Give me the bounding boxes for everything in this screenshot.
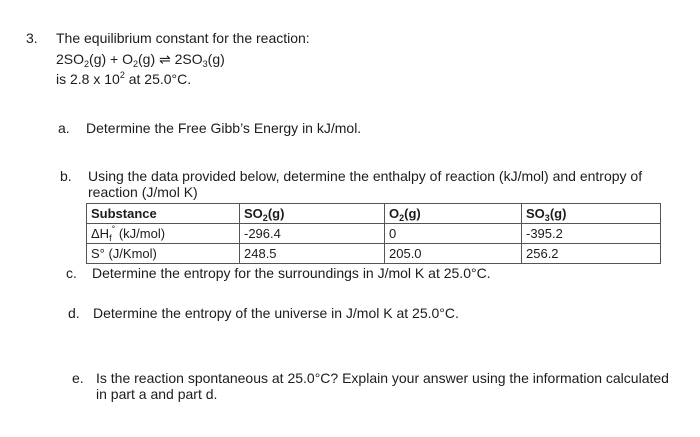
part-e-text-line1: Is the reaction spontaneous at 25.0°C? Explain your answer using the information calculated [96, 370, 669, 386]
header-so2-state: (g) [267, 206, 285, 221]
header-so2-formula: SO [244, 206, 263, 221]
header-o2-subscript: 2 [399, 213, 405, 223]
entropy-so2: 248.5 [240, 244, 385, 264]
question-intro: The equilibrium constant for the reaction: [56, 30, 310, 46]
enthalpy-so2: -296.4 [240, 224, 385, 244]
enthalpy-subscript: f [109, 233, 112, 243]
equilibrium-arrow-icon: ⇌ [159, 51, 171, 67]
enthalpy-units: (kJ/mol) [115, 226, 166, 241]
part-b-letter: b. [60, 168, 72, 184]
header-so3 [522, 204, 661, 224]
header-so3-state: (g) [549, 206, 567, 221]
part-a-text: Determine the Free Gibb’s Energy in kJ/mol. [86, 120, 362, 136]
header-substance: Substance [87, 204, 240, 224]
part-a-letter: a. [58, 120, 70, 136]
reactant-o2: (g) + O [89, 51, 133, 67]
enthalpy-label [87, 224, 240, 244]
reactant-o2-state: (g) [138, 51, 160, 67]
table-row-entropy [87, 244, 661, 264]
header-o2-formula: O [389, 206, 400, 221]
entropy-label: S° (J/Kmol) [87, 244, 240, 264]
header-so3-subscript: 3 [544, 213, 550, 223]
part-d-text: Determine the entropy of the universe in J/mol K at 25.0°C. [93, 305, 459, 321]
part-b-text-line1: Using the data provided below, determine the enthalpy of reaction (kJ/mol) and entropy of [88, 168, 643, 184]
reactant-o2-subscript: 2 [133, 59, 139, 69]
reactant-so2: 2SO [56, 51, 85, 67]
part-b-text-line2: reaction (J/mol K) [88, 184, 198, 200]
part-e-letter: e. [72, 370, 84, 386]
product-so3: 2SO [170, 51, 203, 67]
entropy-so3: 256.2 [522, 244, 661, 264]
entropy-o2: 205.0 [385, 244, 522, 264]
question-number: 3. [26, 30, 38, 46]
part-c-text: Determine the entropy for the surroundings in J/mol K at 25.0°C. [92, 265, 491, 281]
product-so3-state: (g) [207, 51, 225, 67]
equilibrium-condition [56, 71, 191, 87]
header-o2 [385, 204, 522, 224]
table-row-enthalpy [87, 224, 661, 244]
enthalpy-o2: 0 [385, 224, 522, 244]
enthalpy-symbol: ΔH [91, 226, 110, 241]
thermo-data-table [86, 203, 661, 264]
reactant-so2-subscript: 2 [84, 59, 90, 69]
header-o2-state: (g) [404, 206, 421, 221]
header-so2-subscript: 2 [262, 213, 268, 223]
table-header-row [87, 204, 661, 224]
part-e-text-line2: in part a and part d. [96, 386, 218, 402]
enthalpy-superscript: ° [111, 224, 116, 234]
part-c-letter: c. [66, 265, 77, 281]
condition-suffix: at 25.0°C. [124, 71, 192, 87]
header-so3-formula: SO [526, 206, 545, 221]
part-d-letter: d. [68, 305, 80, 321]
header-so2 [240, 204, 385, 224]
reaction-equation [56, 51, 225, 68]
condition-exponent: 2 [119, 70, 125, 80]
enthalpy-so3: -395.2 [522, 224, 661, 244]
product-so3-subscript: 3 [202, 59, 208, 69]
condition-prefix: is 2.8 x 10 [56, 71, 120, 87]
